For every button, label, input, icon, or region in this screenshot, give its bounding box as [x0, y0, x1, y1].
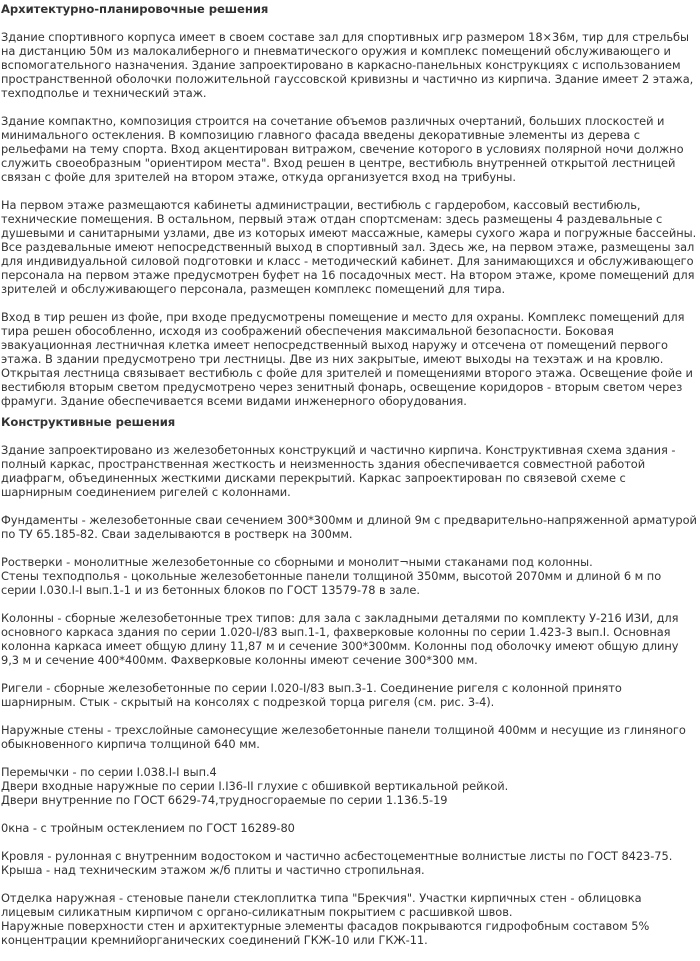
paragraph-crossbars: Ригели - сборные железобетонные по серии I.020-I/83 вып.3-1. Соединение ригеля с колонной принято шарнирным. Стык - скрытый на консолях с подрезкой торца ригеля (см. рис. 3-4).: [1, 681, 622, 709]
paragraph-columns: Колонны - сборные железобетонные трех типов: для зала с закладными деталями по комплекту У-216 ИЗИ, для основного каркаса здания по серии 1.020-I/83 вып.1-1, фахверковые колонны по серии 1.423-3 вып.I. Основная колонна каркаса имеет общую длину 11,87 м и сечение 300*300мм. Колонны под оболочку имеют общую длину 9,3 м и сечение 400*400мм. Фахверковые колонны имеют сечение 300*300 мм.: [1, 611, 679, 667]
paragraph-building-composition: Здание спортивного корпуса имеет в своем составе зал для спортивных игр размером 18×36м, тир для стрельбы на дистанцию 50м из малокалиберного и пневматического оружия и комплекс помещений обслуживающего и вспомогательного назначения. Здание запроектировано в каркасно-панельных конструкциях с использованием пространственной оболочки положительной гауссовской кривизны и частично из кирпича. Здание имеет 2 этажа, техподполье и технический этаж.: [1, 30, 694, 100]
paragraph-lintels-doors: Перемычки - по серии I.038.I-I вып.4 Двери входные наружные по серии I.I36-II глухие с обшивкой вертикальной рейкой. Двери внутренние по ГОСТ 6629-74,трудносгораемые по серии 1.136.5-19: [1, 765, 509, 807]
paragraph-exterior-finish: Отделка наружная - стеновые панели стеклоплитка типа "Брекчия". Участки кирпичных стен - облицовка лицевым силикатным кирпичом с органо-силикатным покрытием с расшивкой швов. Наружные поверхности стен и архитектурные элементы фасадов покрываются гидрофобным составом 5% концентрации кремнийорганических соединений ГКЖ-10 или ГКЖ-11.: [1, 891, 650, 947]
paragraph-shooting-range: Вход в тир решен из фойе, при входе предусмотрены помещение и место для охраны. Комплекс помещений для тира решен обособленно, исходя из соображений обеспечения максимальной безопасности. Боковая эвакуационная лестничная клетка имеет непосредственный выход наружу и отсечена от помещений первого этажа. В здании предусмотрено три лестницы. Две из них закрытые, имеют выходы на техэтаж и на кровлю. Открытая лестница связывает вестибюль с фойе для зрителей и помещениями второго этажа. Освещение фойе и вестибюля вторым светом предусмотрено через зенитный фонарь, освещение коридоров - вторым светом через фрамуги. Здание обеспечивается всеми видами инженерного оборудования.: [1, 310, 693, 408]
document-page: [1, 2, 697, 961]
paragraph-first-floor: На первом этаже размещаются кабинеты администрации, вестибюль с гардеробом, кассовый вестибюль, технические помещения. В остальном, первый этаж отдан спортсменам: здесь размещены 4 раздевальные с душевыми и санитарными узлами, две из которых имеют массажные, камеры сухого жара и погружные бассейны. Все раздевальные имеют непосредственный выход в спортивный зал. Здесь же, на первом этаже, размещены зал для индивидуальной силовой подготовки и класс - методический кабинет. Для занимающихся и обслуживающего персонала на первом этаже предусмотрен буфет на 16 посадочных мест. На втором этаже, кроме помещений для зрителей и обслуживающего персонала, размещен комплекс помещений для тира.: [1, 198, 697, 296]
section-heading-structural: Конструктивные решения: [1, 415, 176, 429]
paragraph-grillages: Ростверки - монолитные железобетонные со сборными и монолит¬ными стаканами под колонны. Стены техподполья - цокольные железобетонные панели толщиной 350мм, высотой 2070мм и длиной 6 м по серии I.030.I-I вып.1-1 и из бетонных блоков по ГОСТ 13579-78 в зале.: [1, 555, 662, 597]
paragraph-facade-composition: Здание компактно, композиция строится на сочетание объемов различных очертаний, больших плоскостей и минимального остекления. В композицию главного фасада введены декоративные элементы из дерева с рельефами на тему спорта. Вход акцентирован витражом, свечение которого в условиях полярной ночи должно служить своеобразным "ориентиром места". Вход решен в центре, вестибюль внутренней открытой лестницей связан с фойе для зрителей на втором этаже, откуда организуется вход на трибуны.: [1, 114, 684, 184]
paragraph-foundations: Фундаменты - железобетонные сваи сечением 300*300мм и длиной 9м с предварительно-напряженной арматурой по ТУ 65.185-82. Сваи заделываются в ростверк на 300мм.: [1, 513, 697, 541]
paragraph-exterior-walls: Наружные стены - трехслойные самонесущие железобетонные панели толщиной 400мм и несущие из глиняного обыкновенного кирпича толщиной 640 мм.: [1, 723, 686, 751]
section-heading-architecture: Архитектурно-планировочные решения: [1, 2, 269, 16]
paragraph-structural-scheme: Здание запроектировано из железобетонных конструкций и частично кирпича. Конструктивная схема здания - полный каркас, пространственная жесткость и неизменность здания обеспечивается совместной работой диафрагм, объединенных жесткими дисками перекрытий. Каркас запроектирован по связевой схеме с шарнирным соединением ригелей с колоннами.: [1, 443, 676, 499]
paragraph-windows: 0кна - с тройным остеклением по ГОСТ 16289-80: [1, 821, 295, 835]
paragraph-roofing: Кровля - рулонная с внутренним водостоком и частично асбестоцементные волнистые листы по ГОСТ 8423-75. Крыша - над техническим этажом ж/б плиты и частично стропильная.: [1, 849, 673, 877]
